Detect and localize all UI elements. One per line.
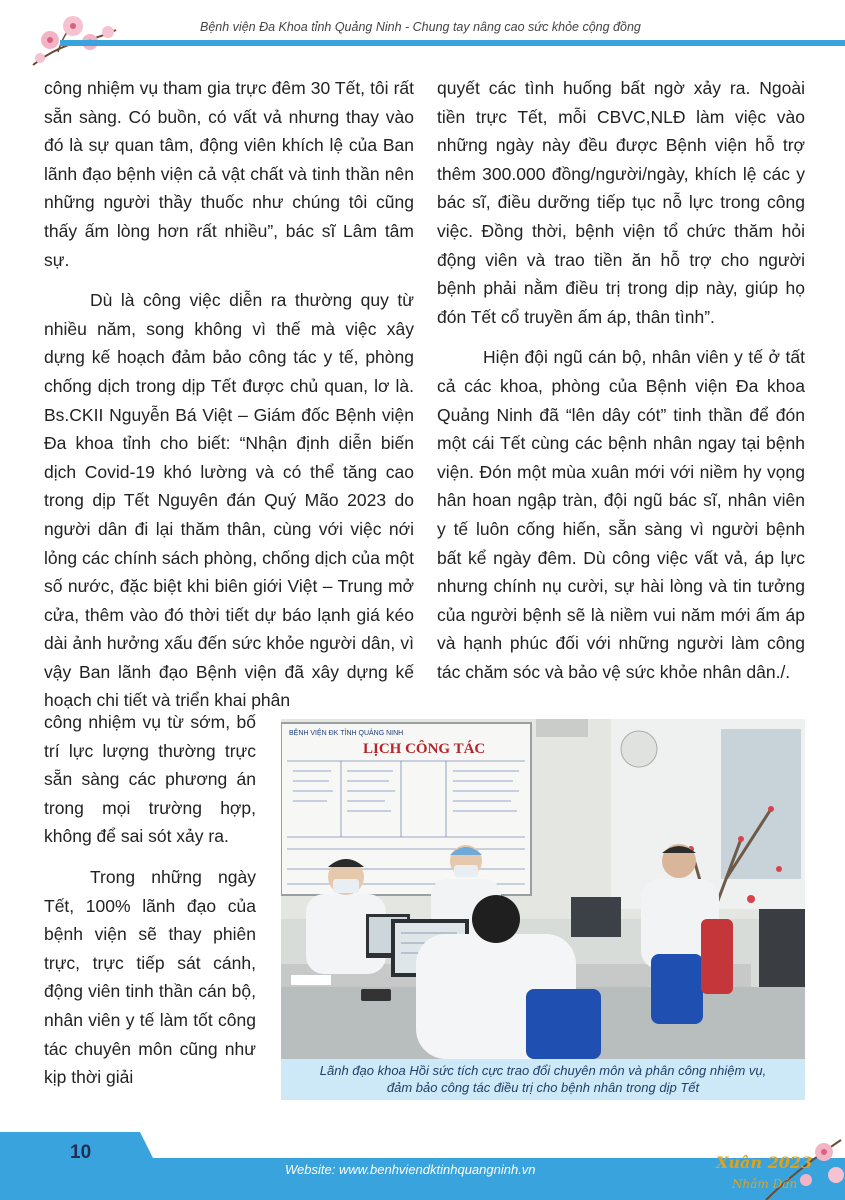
- office-scene-illustration: [281, 719, 805, 1059]
- board-header: BỆNH VIỆN ĐK TỈNH QUẢNG NINH: [289, 730, 404, 737]
- right-column-top: [437, 74, 805, 686]
- paragraph: Trong những ngày Tết, 100% lãnh đạo của bệnh viện sẽ thay phiên trực, trực tiếp sát cánh, động viên tinh thần cán bộ, nhân viên y tế làm tốt công tác chuyên môn cũng như kịp thời giải: [44, 866, 256, 1088]
- logo-text-zodiac: Nhâm Dần: [732, 1177, 798, 1191]
- paragraph: Dù là công việc diễn ra thường quy từ nhiều năm, song không vì thế mà việc xây dựng kế hoạch đảm bảo công tác y tế, phòng chống dịch trong dịp Tết được chủ quan, lơ là. Bs.CKII Nguyễn Bá Việt – Giám đốc Bệnh viện Đa khoa tỉnh cho biết: “Nhận định diễn biến dịch Covid-19 khó lường và có thể tăng cao trong dịp Tết Nguyên đán Quý Mão 2023 do người dân đi lại thăm thân, cùng với việc nới lỏng các chính sách phòng, chống dịch của một số nước, đặc biệt khi biên giới Việt – Trung mở cửa, thêm vào đó thời tiết dự báo lạnh giá kéo dài ảnh hưởng xấu đến sức khỏe người dân, vì vậy Ban lãnh đạo Bệnh viện đã xây dựng kế hoạch chi tiết và triển khai phân: [44, 290, 414, 711]
- running-header: Bệnh viện Đa Khoa tỉnh Quảng Ninh - Chung tay nâng cao sức khỏe cộng đồng: [200, 20, 641, 34]
- page-number: 10: [70, 1142, 92, 1163]
- spring-2023-logo: [706, 1130, 845, 1200]
- logo-text-year: Xuân 2023: [716, 1153, 813, 1172]
- paragraph: công nhiệm vụ từ sớm, bố trí lực lượng thường trực sẵn sàng các phương án trong mọi trường hợp, không để sai sót xảy ra.: [44, 712, 256, 847]
- photo-caption: [281, 1059, 805, 1100]
- article-photo: [281, 719, 805, 1059]
- paragraph: quyết các tình huống bất ngờ xảy ra. Ngoài tiền trực Tết, mỗi CBVC,NLĐ làm việc vào những ngày này đều được Bệnh viện hỗ trợ thêm 300.000 đồng/người/ngày, khích lệ các y bác sĩ, điều dưỡng tiếp tục nỗ lực trong công việc. Đồng thời, bệnh viện tổ chức thăm hỏi động viên và trao tiền ăn hỗ trợ cho người bệnh phải nằm điều trị trong dịp này, giúp họ đón Tết cổ truyền ấm áp, thân tình”.: [437, 78, 805, 327]
- left-column-narrow: [44, 708, 256, 1092]
- footer-website: Website: www.benhviendktinhquangninh.vn: [285, 1162, 536, 1177]
- caption-line: đảm bảo công tác điều trị cho bệnh nhân trong dịp Tết: [386, 1080, 700, 1095]
- paragraph: Hiện đội ngũ cán bộ, nhân viên y tế ở tất cả các khoa, phòng của Bệnh viện Đa khoa Quảng Ninh đã “lên dây cót” tinh thần để đón một cái Tết cùng các bệnh nhân ngay tại bệnh viện. Đón một mùa xuân mới với niềm hy vọng hân hoan ngập tràn, đội ngũ bác sĩ, nhân viên y tế luôn cống hiến, sẵn sàng vì người bệnh bất kể ngày đêm. Dù công việc vất vả, áp lực nhưng chính nụ cười, sự hài lòng và tin tưởng của người bệnh sẽ là niềm vui năm mới ấm áp và hạnh phúc đối với những người làm công tác chăm sóc và bảo vệ sức khỏe nhân dân./.: [437, 347, 805, 682]
- left-column-top: [44, 74, 414, 715]
- board-title: LỊCH CÔNG TÁC: [363, 741, 486, 757]
- paragraph: công nhiệm vụ tham gia trực đêm 30 Tết, tôi rất sẵn sàng. Có buồn, có vất vả nhưng thay vào đó là sự quan tâm, động viên khích lệ của Ban lãnh đạo bệnh viện cả vật chất và tinh thần nên những người thầy thuốc như chúng tôi cũng thấy ấm lòng hơn rất nhiều”, bác sĩ Lâm tâm sự.: [44, 78, 414, 270]
- header-rule: [60, 40, 845, 46]
- caption-line: Lãnh đạo khoa Hồi sức tích cực trao đổi chuyên môn và phân công nhiệm vụ,: [319, 1063, 767, 1078]
